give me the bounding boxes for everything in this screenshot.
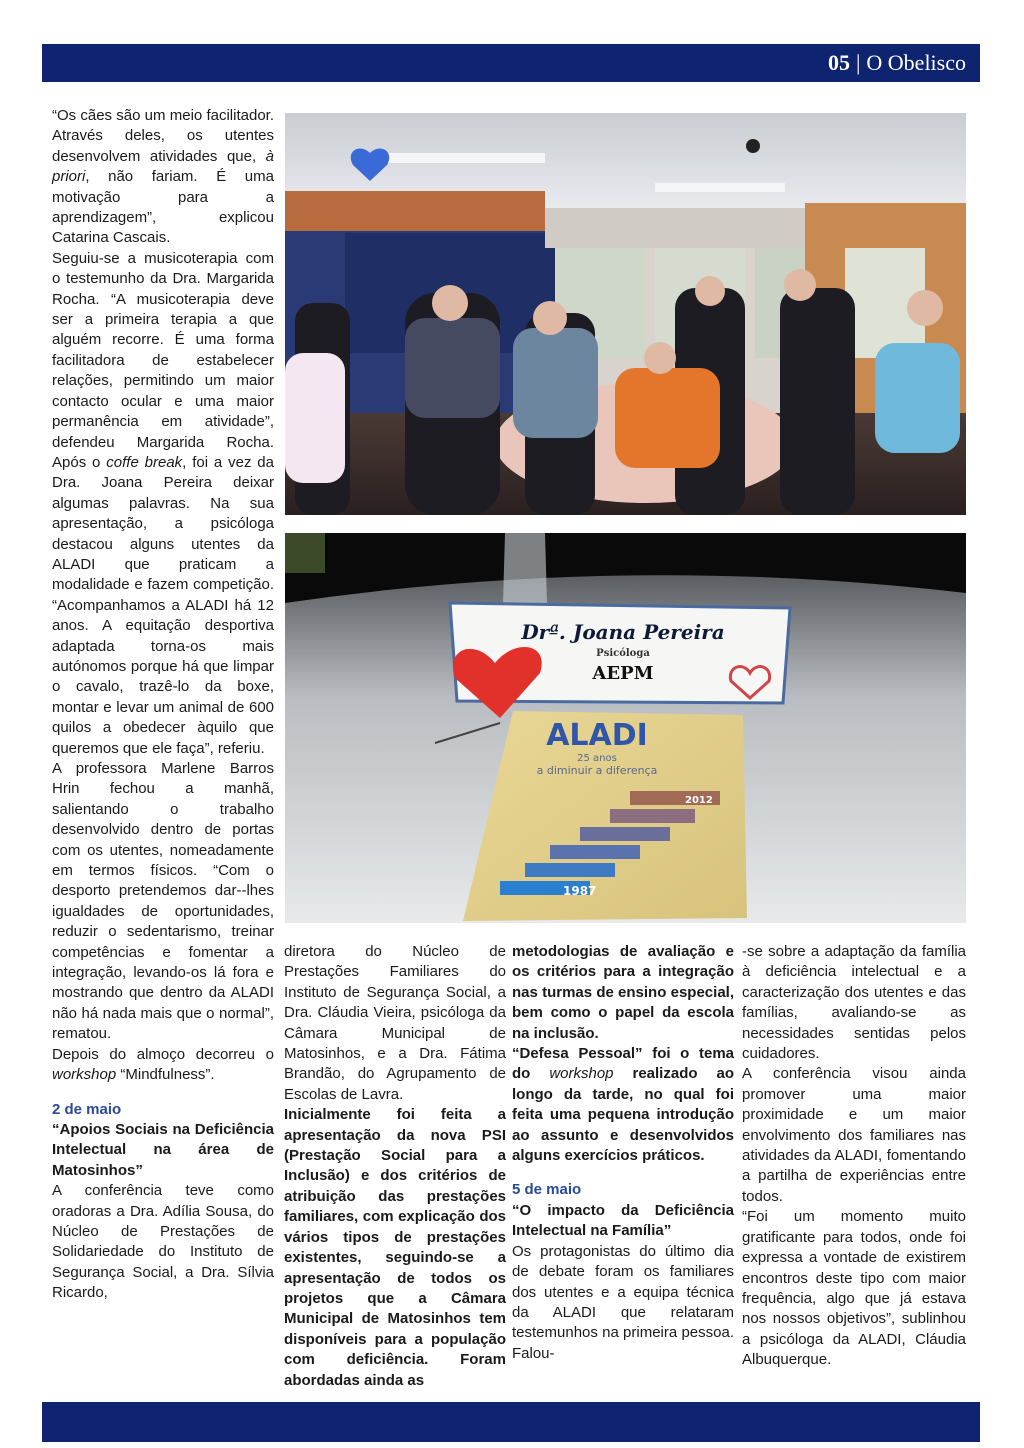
page-number: 05 xyxy=(828,50,850,75)
paragraph xyxy=(52,106,274,249)
emphasis: workshop xyxy=(52,1066,117,1084)
publication-name: O Obelisco xyxy=(866,50,966,75)
text: , não fariam. É uma motivação para a aprendizagem”, explicou Catarina Cascais. xyxy=(52,168,274,247)
book-title: ALADI xyxy=(546,718,648,753)
paragraph: A conferência teve como oradoras a Dra. Adília Sousa, do Núcleo de Prestações de Solidariedade do Instituto de Segurança Social, a Dra. Sílvia Ricardo, xyxy=(52,1182,274,1302)
article-column-4 xyxy=(742,942,966,1371)
book-subtitle-2: a diminuir a diferença xyxy=(536,764,658,777)
text: Seguiu-se a musicoterapia com o testemunho da Dra. Margarida Rocha. “A musicoterapia deve ser a primeira terapia a que alguém recorre. É uma forma facilitadora de estabelecer relações, permitindo um maior contacto ocular e uma maior permanência em atividade”, defendeu Margarida Rocha. Após o xyxy=(52,249,274,471)
paragraph: “Foi um momento muito gratificante para todos, onde foi expressa a vontade de existirem encontros deste tipo com maior frequência, algo que já estava nos nossos objetivos”, sublinhou a psicóloga da ALADI, Cláudia Albuquerque. xyxy=(742,1208,966,1369)
text: “Mindfulness”. xyxy=(116,1066,215,1084)
book-year-start: 1987 xyxy=(563,884,597,898)
paragraph xyxy=(52,1045,274,1086)
paragraph: diretora do Núcleo de Prestações Familiares do Instituto de Segurança Social, a Dra. Cláudia Vieira, psicóloga da Câmara Municipal de Matosinhos, e a Dra. Fátima Brandão, do Agrupamento de Escolas de Lavra. xyxy=(284,943,506,1103)
emphasis: à priori xyxy=(52,147,274,186)
paragraph: metodologias de avaliação e os critérios para a integração nas turmas de ensino especial, bem como o papel da escola na inclusão. xyxy=(512,943,734,1042)
nameplate-org: AEPM xyxy=(592,663,654,684)
nameplate-book-image xyxy=(285,533,966,923)
text: realizado ao longo da tarde, no qual foi feita uma pequena introdução ao assunto e desenvolvidos alguns exercícios práticos. xyxy=(512,1065,734,1165)
nameplate-book-photo xyxy=(285,533,966,923)
paragraph: -se sobre a adaptação da família à deficiência intelectual e a caracterização dos utentes e das famílias, avaliando-se as necessidades sentidas pelos cuidadores. xyxy=(742,943,966,1063)
nameplate-role: Psicóloga xyxy=(596,648,650,659)
nameplate-name: Drª. Joana Pereira xyxy=(521,620,725,644)
paragraph xyxy=(52,249,274,759)
footer-bar xyxy=(42,1402,980,1442)
paragraph: Os protagonistas do último dia de debate foram os familiares dos utentes e a equipa técnica da ALADI que relataram testemunhos na primeira pessoa. Falou- xyxy=(512,1242,734,1362)
book-subtitle-1: 25 anos xyxy=(577,753,617,764)
book-year-end: 2012 xyxy=(685,795,713,806)
paragraph: A conferência visou ainda promover uma maior proximidade e um maior envolvimento dos familiares nas atividades da ALADI, fomentando a partilha de experiências entre todos. xyxy=(742,1065,966,1205)
article-column-3 xyxy=(512,942,734,1364)
text: “Os cães são um meio facilitador. Através deles, os utentes desenvolvem atividades que, xyxy=(52,107,274,165)
text: “Defesa Pessoal” foi o tema do xyxy=(512,1045,734,1083)
text: Depois do almoço decorreu o xyxy=(52,1045,274,1063)
header-bar xyxy=(42,44,980,82)
paragraph: Inicialmente foi feita a apresentação da nova PSI (Prestação Social para a Inclusão) e dos critérios de atribuição das prestações familiares, com explicação dos vários tipos de prestações existentes, seguindo-se a apresentação de todos os projetos que a Câmara Municipal de Matosinhos tem disponíveis para a população com deficiência. Foram abordadas ainda as xyxy=(284,1106,506,1389)
section-title: “Apoios Sociais na Deficiência Intelectual na área de Matosinhos” xyxy=(52,1120,274,1179)
article-column-1 xyxy=(52,106,274,1304)
emphasis: coffe break xyxy=(106,453,183,471)
section-title: “O impacto da Deficiência Intelectual na Família” xyxy=(512,1201,734,1240)
article-column-2 xyxy=(284,942,506,1391)
header-separator: | xyxy=(856,50,861,75)
text: , foi a vez da Dra. Joana Pereira deixar algumas palavras. Na sua apresentação, a psicóloga destacou alguns utentes da ALADI que praticam a modalidade e fazem competição. “Acompanhamos a ALADI há 12 anos. A equitação desportiva adaptada torna-os mais autónomos porque há que limpar o cavalo, trazê-lo da boxe, montar e levar um animal de 600 quilos a obedecer àquilo que queremos que ele faça”, referiu. xyxy=(52,453,274,757)
section-date: 2 de maio xyxy=(52,1100,122,1118)
emphasis: workshop xyxy=(549,1065,614,1083)
section-date: 5 de maio xyxy=(512,1181,582,1199)
event-photo xyxy=(285,113,966,515)
paragraph xyxy=(512,1044,734,1166)
page-header xyxy=(828,50,966,76)
paragraph: A professora Marlene Barros Hrin fechou a manhã, salientando o trabalho desenvolvido dentro de portas com os utentes, nomeadamente em termos físicos. “Com o desporto pretendemos dar--lhes igualdades de oportunidades, reduzir o sedentarismo, treinar competências e fomentar a integração, levando-os lá fora e mostrando que dentro da ALADI não há nada mais que o normal”, rematou. xyxy=(52,760,274,1043)
event-photo-image xyxy=(285,113,966,515)
